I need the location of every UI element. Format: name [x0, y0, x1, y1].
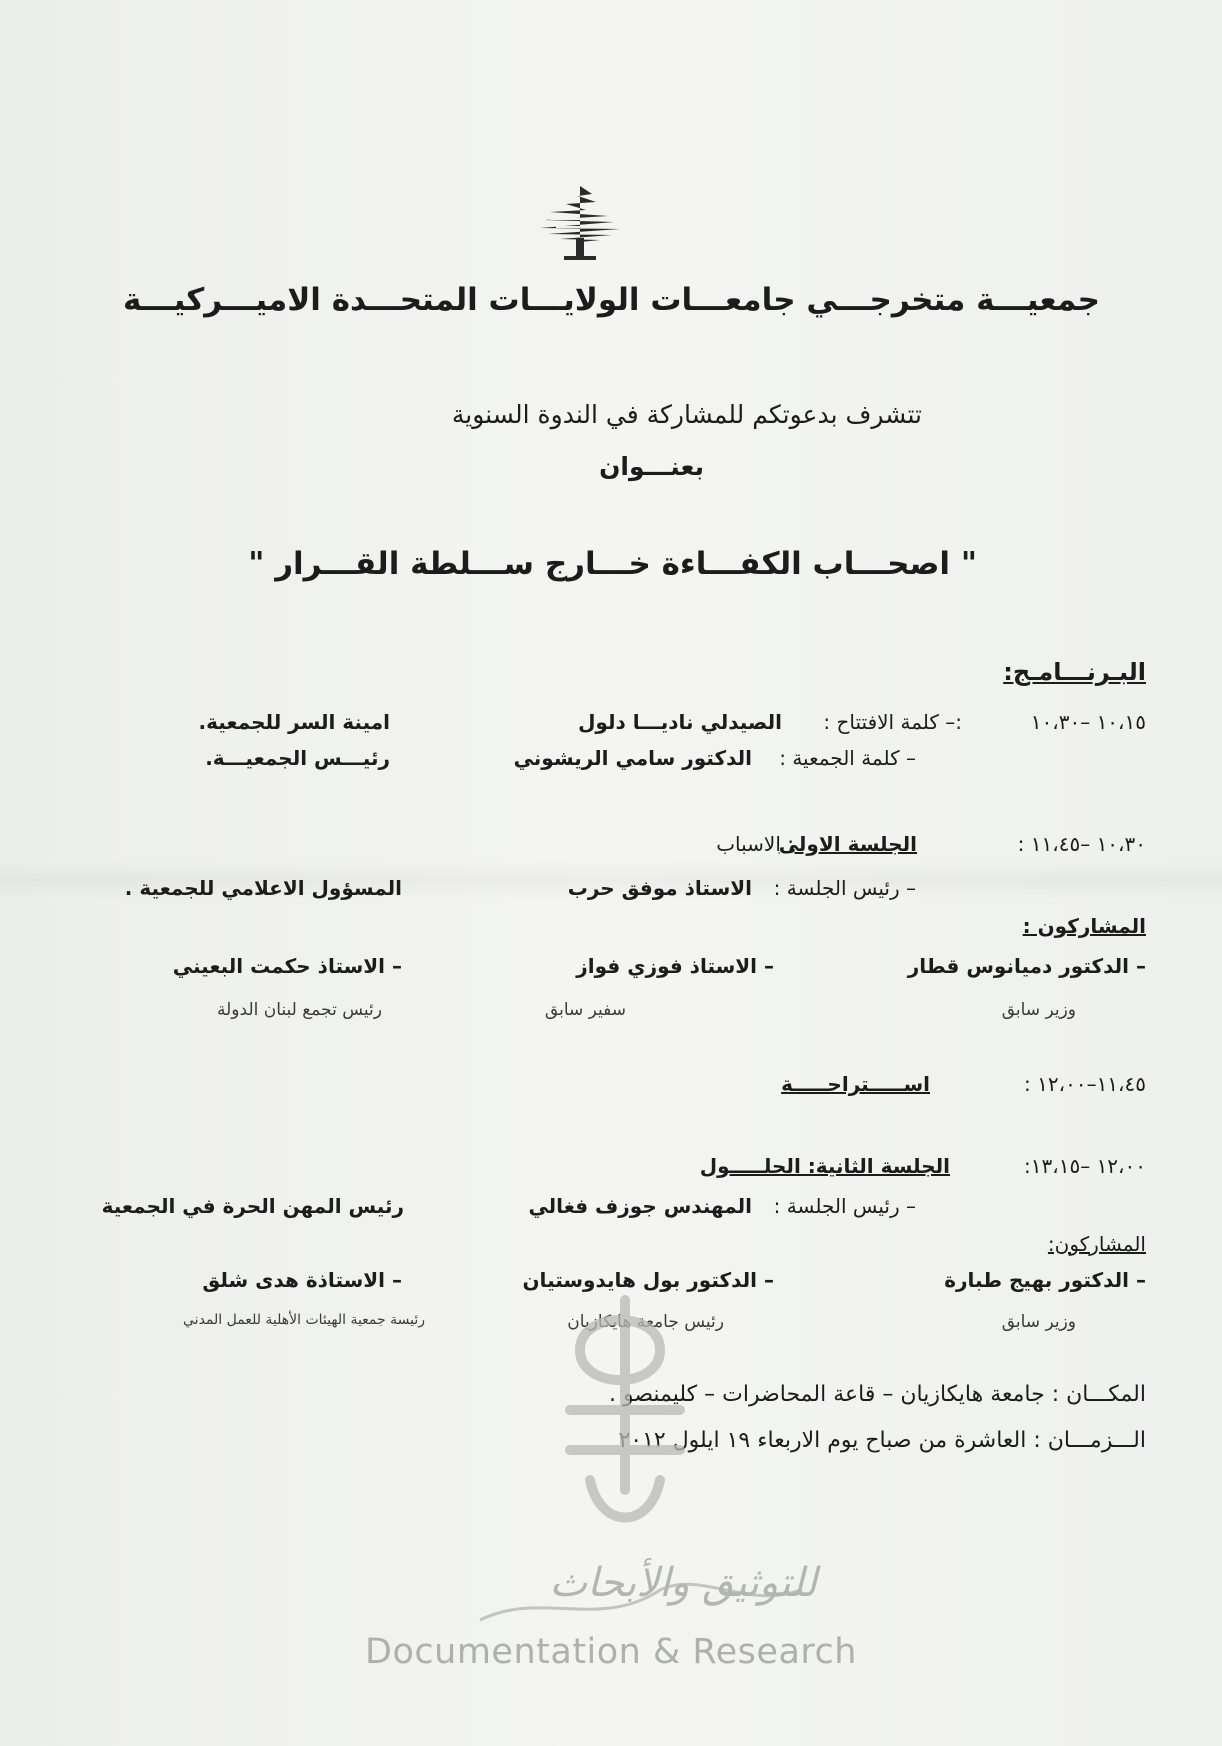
association-word-prefix: – كلمة الجمعية :	[779, 746, 916, 770]
session2-participant-2-role: رئيس جامعة هايكازيان	[567, 1312, 724, 1332]
session1-chair-name: الاستاذ موفق حرب	[567, 876, 752, 900]
session1-participant-1-name: – الدكتور دميانوس قطار	[907, 954, 1146, 978]
under-title-label: بعنـــوان	[599, 452, 704, 481]
break-label: اســـــتراحـــــة	[781, 1072, 930, 1096]
session2-participants-label: المشاركون:	[1047, 1232, 1146, 1256]
session2-participant-3-name: – الاستاذة هدى شلق	[202, 1268, 402, 1292]
session1-participant-2-name: – الاستاذ فوزي فواز	[576, 954, 774, 978]
opening-speaker: الصيدلي ناديـــا دلول	[578, 710, 782, 734]
watermark-english-text: Documentation & Research	[365, 1632, 857, 1672]
session1-label: الجلسة الاولى	[778, 832, 917, 856]
invitation-line: تتشرف بدعوتكم للمشاركة في الندوة السنوية	[451, 400, 922, 429]
session1-participant-3-role: رئيس تجمع لبنان الدولة	[217, 1000, 382, 1020]
session2-chair-prefix: – رئيس الجلسة :	[773, 1194, 916, 1218]
session2-label: الجلسة الثانية: الحلـــــول	[699, 1154, 950, 1178]
session2-time: ١٢،٠٠ –١٣،١٥:	[1024, 1154, 1146, 1178]
session2-chair-role: رئيس المهن الحرة في الجمعية	[101, 1194, 404, 1218]
session1-time: ١٠،٣٠ –١١،٤٥ :	[1017, 832, 1146, 856]
cedar-logo-icon	[520, 182, 640, 264]
symposium-topic: " اصحـــاب الكفـــاءة خـــارج ســـلطة القـــرار "	[248, 546, 977, 582]
session1-chair-role: المسؤول الاعلامي للجمعية .	[124, 876, 402, 900]
opening-time: ١٠،١٥ –١٠،٣٠	[1030, 710, 1146, 734]
session1-participant-2-role: سفير سابق	[544, 1000, 626, 1020]
session1-chair-prefix: – رئيس الجلسة :	[773, 876, 916, 900]
watermark-arabic-text: للتوثيق والأبحاث	[549, 1560, 817, 1606]
session2-participant-1-role: وزير سابق	[1001, 1312, 1076, 1332]
session2-participant-3-role: رئيسة جمعية الهيئات الأهلية للعمل المدني	[183, 1312, 425, 1328]
session1-participants-label: المشاركون :	[1022, 914, 1146, 938]
session2-participant-2-name: – الدكتور بول هايدوستيان	[522, 1268, 774, 1292]
session1-participant-1-role: وزير سابق	[1001, 1000, 1076, 1020]
association-word-speaker: الدكتور سامي الريشوني	[513, 746, 752, 770]
organization-title: جمعيـــة متخرجـــي جامعـــات الولايـــات المتحـــدة الاميـــركيـــة	[123, 282, 1100, 318]
opening-prefix: :– كلمة الافتتاح :	[823, 710, 962, 734]
session2-participant-1-name: – الدكتور بهيج طبارة	[944, 1268, 1146, 1292]
session1-topic: : الاسباب	[716, 832, 794, 856]
venue-time: الـــزمـــان : العاشرة من صباح يوم الاربعاء ١٩ ايلول ٢٠١٢	[618, 1428, 1146, 1453]
program-heading: البـرنـــامـج:	[1003, 658, 1146, 686]
venue-place: المكـــان : جامعة هايكازيان – قاعة المحاضرات – كليمنصو .	[608, 1382, 1146, 1407]
opening-speaker-role: امينة السر للجمعية.	[198, 710, 390, 734]
session1-participant-3-name: – الاستاذ حكمت البعيني	[172, 954, 402, 978]
association-word-role: رئيـــس الجمعيـــة.	[205, 746, 390, 770]
break-time: ١١،٤٥–١٢،٠٠ :	[1024, 1072, 1146, 1096]
session2-chair-name: المهندس جوزف فغالي	[528, 1194, 752, 1218]
